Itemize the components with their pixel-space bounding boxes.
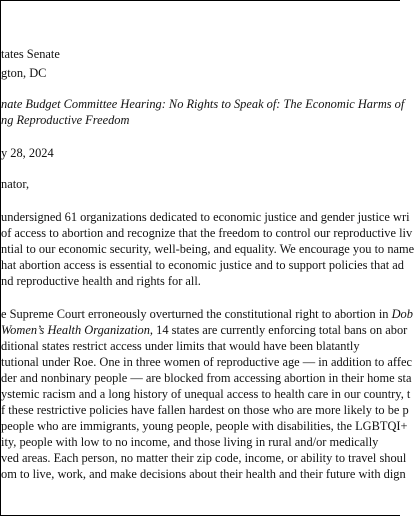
paragraph-2-line-1-text: e Supreme Court erroneously overturned the constitutional right to abortion in bbox=[1, 307, 392, 321]
paragraph-1-line: nd reproductive health and rights for all. bbox=[1, 274, 201, 288]
paragraph-2-line: ved areas. Each person, no matter their zip code, income, or ability to travel shoul bbox=[1, 451, 407, 465]
letter-date: y 28, 2024 bbox=[1, 146, 54, 160]
recipient-line-1: tates Senate bbox=[1, 47, 60, 61]
case-name-italic: Dob bbox=[391, 307, 413, 321]
subject-line-1: nate Budget Committee Hearing: No Rights to Speak of: The Economic Harms of bbox=[1, 97, 405, 111]
recipient-line-2: gton, DC bbox=[1, 66, 47, 80]
paragraph-2-line: f these restrictive policies have fallen hardest on those who are more likely to be p bbox=[1, 403, 409, 417]
paragraph-2-line bbox=[1, 307, 413, 321]
salutation: nator, bbox=[1, 177, 30, 191]
paragraph-1-line: undersigned 61 organizations dedicated to economic justice and gender justice wri bbox=[1, 210, 410, 224]
paragraph-1-line: hat abortion access is essential to economic justice and to support policies that ad bbox=[1, 258, 404, 272]
paragraph-2-line: tutional under Roe. One in three women of reproductive age — in addition to affec bbox=[1, 355, 412, 369]
case-name-italic: Women’s Health Organization, bbox=[1, 323, 154, 337]
paragraph-2-line: ditional states restrict access under limits that would have been blatantly bbox=[1, 339, 360, 353]
paragraph-1-line: of access to abortion and recognize that the freedom to control our reproductive liv bbox=[1, 226, 413, 240]
paragraph-2-line: people who are immigrants, young people, people with disabilities, the LGBTQI+ bbox=[1, 419, 408, 433]
paragraph-2-line: ystemic racism and a long history of unequal access to health care in our country, t bbox=[1, 387, 411, 401]
paragraph-2-line bbox=[1, 323, 407, 337]
paragraph-2-line-2-text: 14 states are currently enforcing total bans on abor bbox=[153, 323, 408, 337]
subject-line-2: ng Reproductive Freedom bbox=[1, 113, 130, 127]
paragraph-2-line: der and nonbinary people — are blocked from accessing abortion in their home sta bbox=[1, 371, 412, 385]
paragraph-1-line: ntial to our economic security, well-being, and equality. We encourage you to name bbox=[1, 242, 414, 256]
paragraph-2-line: om to live, work, and make decisions about their health and their future with dign bbox=[1, 467, 406, 481]
paragraph-2-line: ity, people with low to no income, and those living in rural and/or medically bbox=[1, 435, 379, 449]
